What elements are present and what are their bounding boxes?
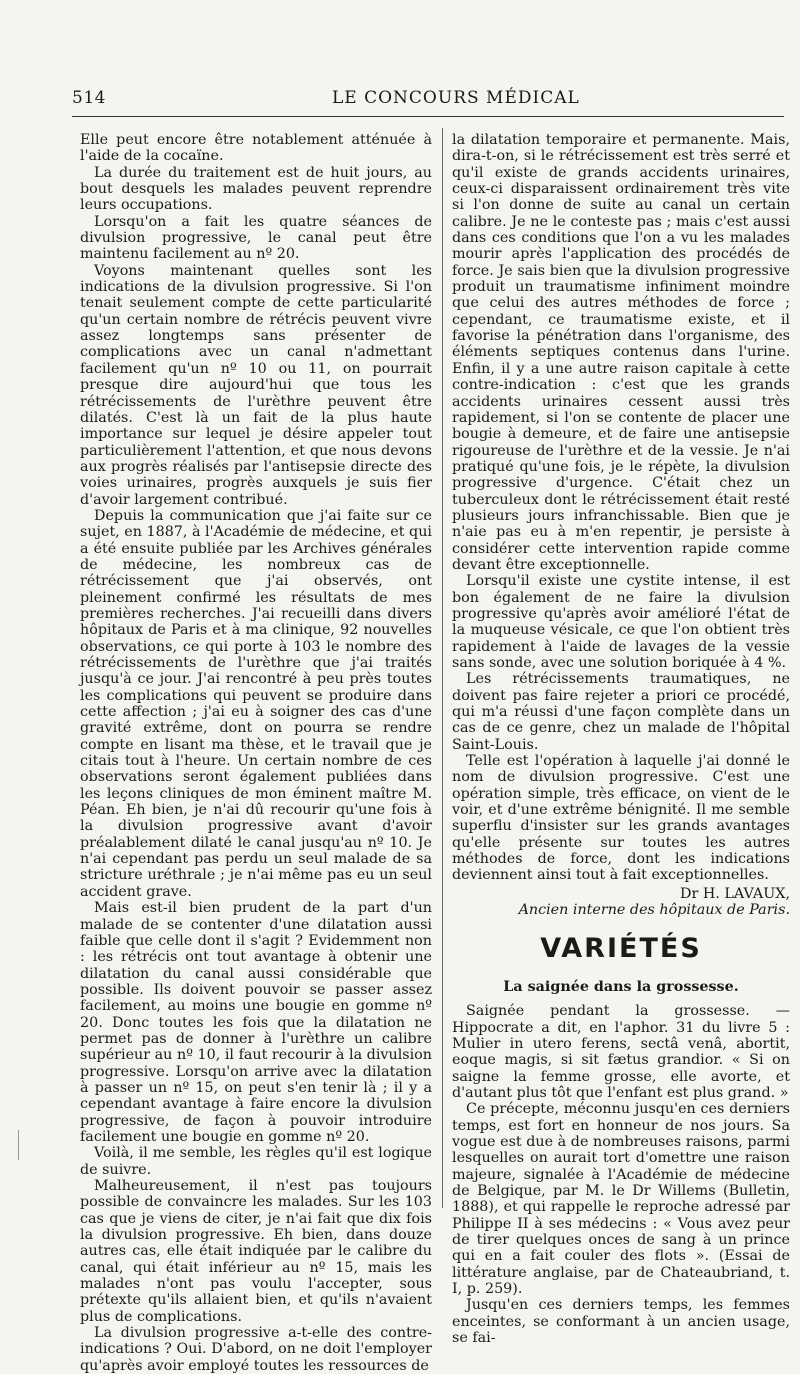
column-divider bbox=[442, 128, 443, 1208]
author-role: Ancien interne des hôpitaux de Paris. bbox=[518, 902, 790, 919]
paragraph: Voilà, il me semble, les règles qu'il est logique de suivre. bbox=[80, 1145, 432, 1178]
paragraph: Voyons maintenant quelles sont les indications de la divulsion progressive. Si l'on tenait seulement compte de cette particularité qu'un certain nombre de rétrécis peuvent vivre assez longtemps sans présenter de complications avec un canal n'admettant facilement qu'un nº 10 ou 11, on pourrait presque dire aujourd'hui que tous les rétrécissements de l'urèthre peuvent être dilatés. C'est là un fait de la plus haute importance sur lequel je désire appeler tout particulièrement l'attention, et que nous devons aux progrès réalisés par l'antisepsie directe des voies urinaires, progrès auxquels je suis fier d'avoir largement contribué. bbox=[80, 262, 432, 508]
paragraph: Mais est-il bien prudent de la part d'un malade de se contenter d'une dilatation aussi faible que celle dont il s'agit ? Evidemment non : les rétrécis ont tout avantage à obtenir une dilatation du canal aussi considérable que possible. Ils doivent pouvoir se passer assez facilement, au moins une bougie en gomme nº 20. Donc toutes les fois que la dilatation ne permet pas de donner à l'urèthre un calibre supérieur au nº 10, il faut recourir à la divulsion progressive. Lorsqu'on arrive avec la dilatation à passer un nº 15, on peut s'en tenir là ; il y a cependant avantage à faire encore la divulsion progressive, de façon à pouvoir introduire facilement une bougie en gomme nº 20. bbox=[80, 900, 432, 1145]
page-number: 514 bbox=[72, 88, 106, 108]
header-rule bbox=[72, 116, 784, 117]
article-title: La saignée dans la grossesse. bbox=[503, 978, 739, 995]
paragraph: Malheureusement, il n'est pas toujours possible de convaincre les malades. Sur les 103 cas que je viens de citer, je n'ai fait que dix fois la divulsion progressive. Eh bien, dans douze autres cas, elle était indiquée par le calibre du canal, qui était inférieur au nº 15, mais les malades n'ont pas voulu l'accepter, sous prétexte qu'ils allaient bien, et qu'ils n'avaient plus de complications. bbox=[80, 1178, 432, 1325]
section-title: VARIÉTÉS bbox=[540, 932, 702, 964]
paragraph: Lorsqu'on a fait les quatre séances de divulsion progressive, le canal peut être maintenu facilement au nº 20. bbox=[80, 213, 432, 263]
paragraph: Telle est l'opération à laquelle j'ai donné le nom de divulsion progressive. C'est une opération simple, très efficace, on vient de le voir, et d'une extrême bénignité. Il me semble superflu d'insister sur les grands avantages qu'elle présente sur toutes les autres méthodes de force, dont les indications deviennent ainsi tout à fait exceptionnelles. bbox=[452, 753, 790, 884]
paragraph: la dilatation temporaire et permanente. Mais, dira-t-on, si le rétrécissement est très serré et qu'il existe de grands accidents urinaires, ceux-ci disparaissent ordinairement très vite si l'on donne de suite au canal un certain calibre. Je ne le conteste pas ; mais c'est aussi dans ces conditions que l'on a vu les malades mourir après l'application des procédés de force. Je sais bien que la divulsion progressive produit un traumatisme infiniment moindre que celui des autres méthodes de force ; cependant, ce traumatisme existe, et il favorise la pénétration dans l'organisme, des éléments septiques contenus dans l'urine. Enfin, il y a une autre raison capitale à cette contre-indication : c'est que les grands accidents urinaires cessent aussi très rapidement, si l'on se contente de placer une bougie à demeure, et de faire une antisepsie rigoureuse de l'urèthre et de la vessie. Je n'ai pratiqué qu'une fois, je le répète, la divulsion progressive d'urgence. C'était chez un tuberculeux dont le rétrécissement était resté plusieurs jours infranchissable. Bien que je n'aie pas eu à m'en repentir, je persiste à considérer cette intervention rapide comme devant être exceptionnelle. bbox=[452, 132, 790, 573]
paragraph: Lorsqu'il existe une cystite intense, il est bon également de ne faire la divulsion progressive qu'après avoir amélioré l'état de la muqueuse vésicale, ce que l'on obtient très rapidement à l'aide de lavages de la vessie sans sonde, avec une solution boriquée à 4 %. bbox=[452, 573, 790, 671]
page-edge-mark bbox=[18, 1130, 19, 1160]
paragraph: La durée du traitement est de huit jours, au bout desquels les malades peuvent reprendre leurs occupations. bbox=[80, 164, 432, 214]
author-name: Dr H. LAVAUX, bbox=[680, 885, 790, 902]
paragraph: Elle peut encore être notablement atténuée à l'aide de la cocaïne. bbox=[80, 132, 432, 165]
paragraph: Les rétrécissements traumatiques, ne doivent pas faire rejeter a priori ce procédé, qui m'a réussi d'une façon complète dans un cas de ce genre, chez un malade de l'hôpital Saint-Louis. bbox=[452, 671, 790, 753]
paragraph: Depuis la communication que j'ai faite sur ce sujet, en 1887, à l'Académie de médecine, et qui a été ensuite publiée par les Archives générales de médecine, les nombreux cas de rétrécissement que j'ai observés, ont pleinement confirmé les résultats de mes premières recherches. J'ai recueilli dans divers hôpitaux de Paris et à ma clinique, 92 nouvelles observations, ce qui porte à 103 le nombre des rétrécissements de l'urèthre que j'ai traités jusqu'à ce jour. J'ai rencontré à peu près toutes les complications qui peuvent se produire dans cette affection ; j'ai eu à soigner des cas d'une gravité extrême, dont on pourra se rendre compte en lisant ma thèse, et le travail que je citais tout à l'heure. Un certain nombre de ces observations seront également publiées dans les leçons cliniques de mon éminent maître M. Péan. Eh bien, je n'ai dû recourir qu'une fois à la divulsion progressive avant d'avoir préalablement dilaté le canal jusqu'au nº 10. Je n'ai cependant pas perdu un seul malade de sa stricture uréthrale ; je n'ai même pas eu un seul accident grave. bbox=[80, 507, 432, 900]
paragraph: Ce précepte, méconnu jusqu'en ces derniers temps, est fort en honneur de nos jours. Sa vogue est due à de nombreuses raisons, parmi lesquelles on aurait tort d'omettre une raison majeure, signalée à l'Académie de médecine de Belgique, par M. le Dr Willems (Bulletin, 1888), et qui rappelle le reproche adressé par Philippe II à ses médecins : « Vous avez peur de tirer quelques onces de sang à un prince qui en a fait couler des flots ». (Essai de littérature anglaise, par de Chateaubriand, t. I, p. 259). bbox=[452, 1101, 790, 1298]
journal-title: LE CONCOURS MÉDICAL bbox=[332, 88, 580, 108]
left-column bbox=[80, 132, 432, 1374]
page-header bbox=[72, 84, 784, 114]
paragraph: Saignée pendant la grossesse. — Hippocrate a dit, en l'aphor. 31 du livre 5 : Mulier in utero ferens, sectâ venâ, abortit, eoque magis, si sit fætus grandior. « Si on saigne la femme grosse, elle avorte, et d'autant plus tôt que l'enfant est plus grand. » bbox=[452, 1003, 790, 1101]
paragraph: Jusqu'en ces derniers temps, les femmes enceintes, se conformant à un ancien usage, se fai- bbox=[452, 1297, 790, 1347]
right-column bbox=[452, 132, 790, 1346]
paragraph: La divulsion progressive a-t-elle des contre-indications ? Oui. D'abord, on ne doit l'employer qu'après avoir employé toutes les ressources de bbox=[80, 1325, 432, 1374]
